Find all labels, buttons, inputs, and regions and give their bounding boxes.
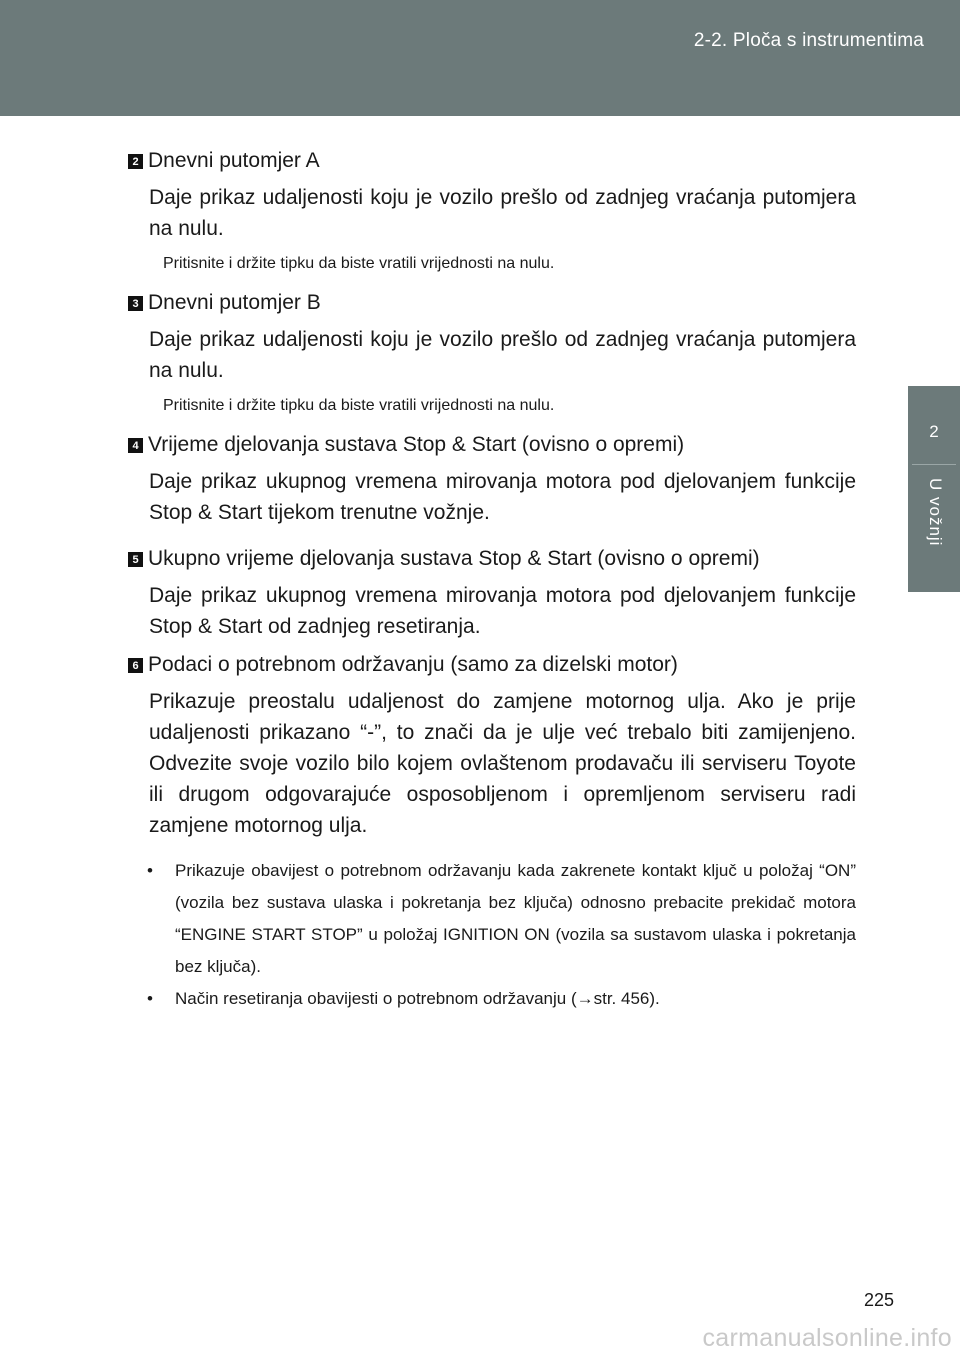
item-heading bbox=[128, 544, 856, 574]
chapter-label: U vožnji bbox=[926, 478, 945, 547]
item-description: Daje prikaz udaljenosti koju je vozilo prešlo od zadnjeg vraćanja putomjera na nulu. bbox=[149, 328, 856, 382]
bullet-text: Način resetiranja obavijesti o potrebnom održavanju (→str. 456). bbox=[175, 989, 660, 1008]
item-heading bbox=[128, 146, 856, 176]
item-number-badge: 3 bbox=[128, 296, 143, 311]
page-number: 225 bbox=[863, 1290, 894, 1310]
chapter-number: 2 bbox=[929, 422, 939, 441]
item-title: Vrijeme djelovanja sustava Stop & Start (ovisno o opremi) bbox=[148, 433, 685, 456]
item-description: Daje prikaz ukupnog vremena mirovanja motora pod djelovanjem funkcije Stop & Start tijekom trenutne vožnje. bbox=[149, 470, 856, 524]
item-title: Podaci o potrebnom održavanju (samo za dizelski motor) bbox=[148, 653, 678, 676]
item-description: Prikazuje preostalu udaljenost do zamjene motornog ulja. Ako je prije udaljenosti prikazano “-”, to znači da je ulje već trebalo biti zamijenjeno. Odvezite svoje vozilo bilo kojem ovlaštenom prodavaču ili serviseru Toyote ili drugom odgovarajuće osposobljenom i opremljenom serviseru radi zamjene motornog ulja. bbox=[149, 690, 856, 837]
side-tab-divider bbox=[912, 464, 956, 465]
list-item bbox=[147, 855, 856, 983]
chapter-side-tab bbox=[908, 386, 960, 592]
item-title: Dnevni putomjer B bbox=[148, 291, 321, 314]
item-number-badge: 4 bbox=[128, 438, 143, 453]
header-band bbox=[0, 0, 960, 116]
bullet-icon: • bbox=[147, 989, 153, 1008]
bullet-text: Prikazuje obavijest o potrebnom održavanju kada zakrenete kontakt ključ u položaj “ON” (vozila bez sustava ulaska i pokretanja bez ključa) odnosno prebacite prekidač motora “ENGINE START STOP” u položaj IGNITION ON (vozila sa sustavom ulaska i pokretanja bez ključa). bbox=[175, 861, 856, 976]
item-number-badge: 5 bbox=[128, 552, 143, 567]
item-title: Ukupno vrijeme djelovanja sustava Stop & Start (ovisno o opremi) bbox=[148, 547, 760, 570]
item-note: Pritisnite i držite tipku da biste vratili vrijednosti na nulu. bbox=[163, 397, 555, 414]
item-note: Pritisnite i držite tipku da biste vratili vrijednosti na nulu. bbox=[163, 255, 555, 272]
item-description: Daje prikaz ukupnog vremena mirovanja motora pod djelovanjem funkcije Stop & Start od zadnjeg resetiranja. bbox=[149, 584, 856, 638]
item-number-badge: 2 bbox=[128, 154, 143, 169]
item-heading bbox=[128, 430, 856, 460]
item-title: Dnevni putomjer A bbox=[148, 149, 320, 172]
watermark: carmanualsonline.info bbox=[702, 1324, 952, 1352]
bullet-icon: • bbox=[147, 861, 153, 880]
page-content bbox=[128, 146, 856, 1015]
item-heading bbox=[128, 650, 856, 680]
list-item bbox=[147, 983, 856, 1015]
item-number-badge: 6 bbox=[128, 658, 143, 673]
section-title: 2-2. Ploča s instrumentima bbox=[693, 30, 924, 51]
item-heading bbox=[128, 288, 856, 318]
item-description: Daje prikaz udaljenosti koju je vozilo prešlo od zadnjeg vraćanja putomjera na nulu. bbox=[149, 186, 856, 240]
info-bullet-list bbox=[128, 855, 856, 1015]
